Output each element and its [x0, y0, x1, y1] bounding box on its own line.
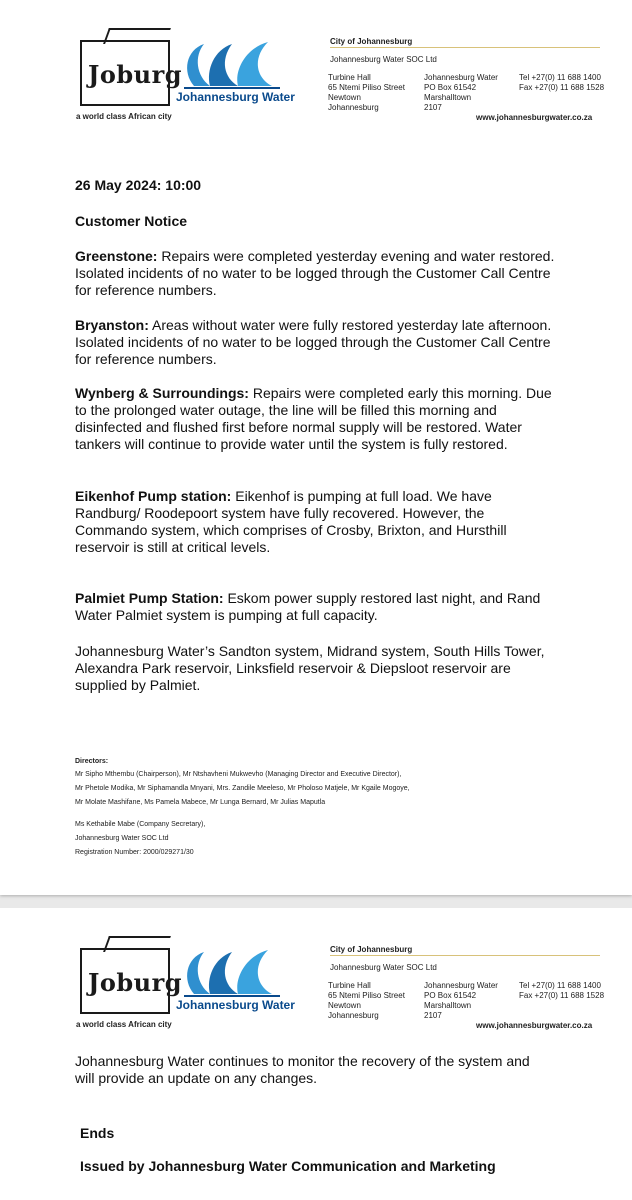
document-page-2	[0, 908, 632, 1200]
website-link[interactable]: www.johannesburgwater.co.za	[476, 1021, 593, 1030]
header-divider	[330, 955, 600, 956]
section-bryanston: Bryanston: Areas without water were fully restored yesterday late afternoon. Isolated incidents of no water to be logged through the Customer Call Centre for reference numbers.	[75, 317, 552, 367]
supply-note: Johannesburg Water’s Sandton system, Midrand system, South Hills Tower, Alexandra Park reservoir, Linksfield reservoir & Diepsloot reservoir are supplied by Palmiet.	[75, 643, 545, 693]
section-greenstone: Greenstone: Repairs were completed yesterday evening and water restored. Isolated incidents of no water to be logged through the Customer Call Centre for reference numbers.	[75, 248, 555, 298]
ends-label: Ends	[80, 1125, 115, 1141]
utility-name: Johannesburg Water	[176, 90, 295, 104]
physical-address: Turbine Hall 65 Ntemi Piliso Street Newtown Johannesburg	[328, 73, 405, 112]
joburg-tagline: a world class African city	[76, 112, 172, 121]
physical-address: Turbine Hall 65 Ntemi Piliso Street Newtown Johannesburg	[328, 981, 405, 1020]
contact-numbers: Tel +27(0) 11 688 1400 Fax +27(0) 11 688 1528	[519, 981, 605, 1000]
contact-numbers: Tel +27(0) 11 688 1400 Fax +27(0) 11 688 1528	[519, 73, 605, 92]
joburg-logo-text: Joburg	[88, 60, 183, 89]
letterhead	[0, 908, 632, 1048]
section-eikenhof: Eikenhof Pump station: Eikenhof is pumping at full load. We have Randburg/ Roodepoort system have fully recovered. However, the Commando system, which comprises of Crosby, Brixton, and Hursthill reservoir is still at critical levels.	[75, 488, 507, 555]
city-name: City of Johannesburg	[330, 945, 413, 954]
notice-title: Customer Notice	[75, 213, 188, 229]
directors-block: Directors: Mr Sipho Mthembu (Chairperson), Mr Ntshavheni Mukwevho (Managing Director and Executive Director), Mr Phetole Modika, Mr Siphamandla Mnyani, Mrs. Zandile Meeleso, Mr Pholoso Matjele, Mr Kgaile Mogoye, Mr Molate Mashifane, Ms Pamela Mabece, Mr Lunga Bernard, Mr Julias Maputla Ms Kethabile Mabe (Company Secretary), Johannesburg Water SOC Ltd Registration Number: 2000/029271/30	[75, 758, 410, 856]
header-divider	[330, 47, 600, 48]
website-link[interactable]: www.johannesburgwater.co.za	[476, 113, 593, 122]
section-wynberg: Wynberg & Surroundings: Repairs were completed early this morning. Due to the prolonged water outage, the line will be filled this morning and disinfected and flushed first before normal supply will be restored. Water tankers will continue to provide water until the system is fully restored.	[75, 385, 552, 452]
postal-address: Johannesburg Water PO Box 61542 Marshalltown 2107	[424, 981, 498, 1020]
city-name: City of Johannesburg	[330, 37, 413, 46]
utility-name: Johannesburg Water	[176, 998, 295, 1012]
company-name: Johannesburg Water SOC Ltd	[330, 963, 437, 972]
section-palmiet: Palmiet Pump Station: Eskom power supply restored last night, and Rand Water Palmiet system is pumping at full capacity.	[75, 590, 541, 623]
issued-by: Issued by Johannesburg Water Communication and Marketing	[80, 1158, 496, 1174]
notice-datetime: 26 May 2024: 10:00	[75, 177, 202, 193]
letterhead	[0, 0, 632, 140]
company-name: Johannesburg Water SOC Ltd	[330, 55, 437, 64]
monitor-note: Johannesburg Water continues to monitor the recovery of the system and will provide an update on any changes.	[75, 1053, 530, 1086]
postal-address: Johannesburg Water PO Box 61542 Marshalltown 2107	[424, 73, 498, 112]
joburg-tagline: a world class African city	[76, 1020, 172, 1029]
joburg-logo-text: Joburg	[88, 968, 183, 997]
